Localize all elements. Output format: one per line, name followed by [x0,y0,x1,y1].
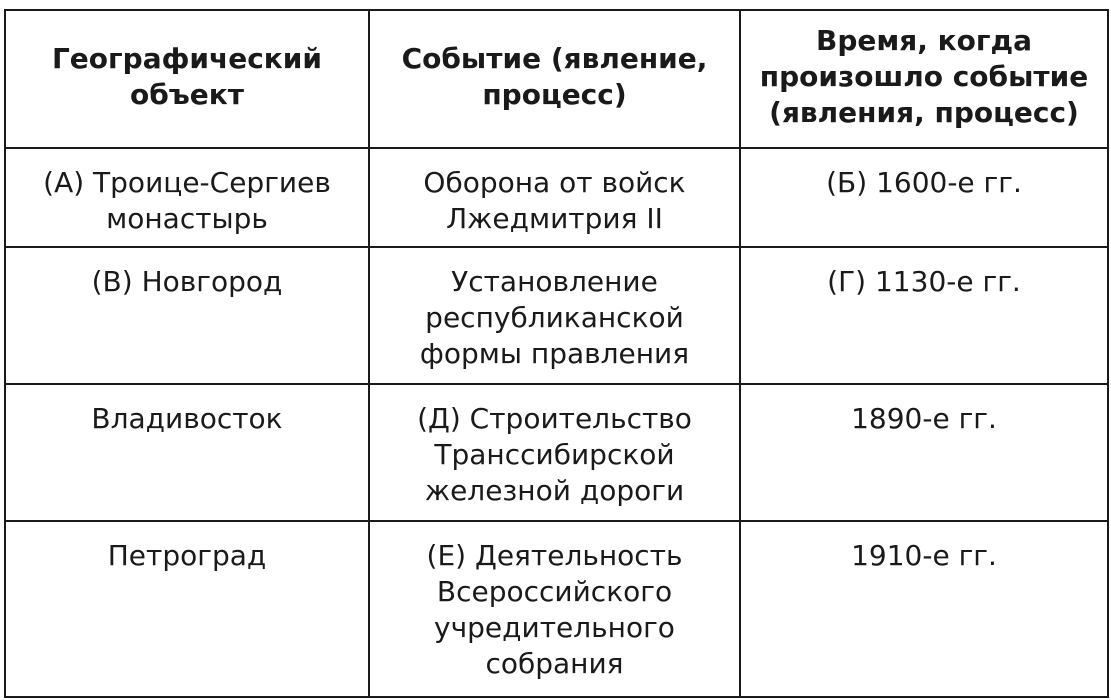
table-row [5,148,1108,247]
cell-event [369,521,740,697]
cell-event [369,384,740,521]
header-geographic-object [5,10,369,148]
cell-time [740,148,1108,247]
cell-text: 1890-е гг. [851,402,997,435]
cell-text: (Б) 1600-е гг. [826,166,1022,199]
cell-time [740,247,1108,384]
cell-event [369,247,740,384]
header-label: Географический объект [51,42,323,111]
cell-text: (Г) 1130-е гг. [827,265,1021,298]
cell-text: Установление республиканской формы правления [419,265,690,370]
header-event [369,10,740,148]
cell-geographic-object [5,247,369,384]
header-time [740,10,1108,148]
cell-text: Владивосток [91,402,283,435]
cell-text: Петроград [107,539,267,572]
table-header-row [5,10,1108,148]
table-row [5,384,1108,521]
cell-geographic-object [5,384,369,521]
cell-text: 1910-е гг. [851,539,997,572]
cell-text: Оборона от войск Лжедмитрия II [423,166,686,235]
cell-text: (Е) Деятельность Всероссийского учредительного собрания [426,539,683,680]
cell-text: (А) Троице-Сергиев монастырь [43,166,331,235]
table-row [5,247,1108,384]
cell-event [369,148,740,247]
header-label: Событие (явление, процесс) [401,42,708,111]
cell-text: (В) Новгород [91,265,283,298]
cell-time [740,521,1108,697]
header-label: Время, когда произошло событие (явления, процесс) [759,24,1089,129]
cell-geographic-object [5,521,369,697]
table-row [5,521,1108,697]
history-table [4,9,1109,698]
cell-text: (Д) Строительство Транссибирской железной дороги [417,402,692,507]
cell-time [740,384,1108,521]
cell-geographic-object [5,148,369,247]
